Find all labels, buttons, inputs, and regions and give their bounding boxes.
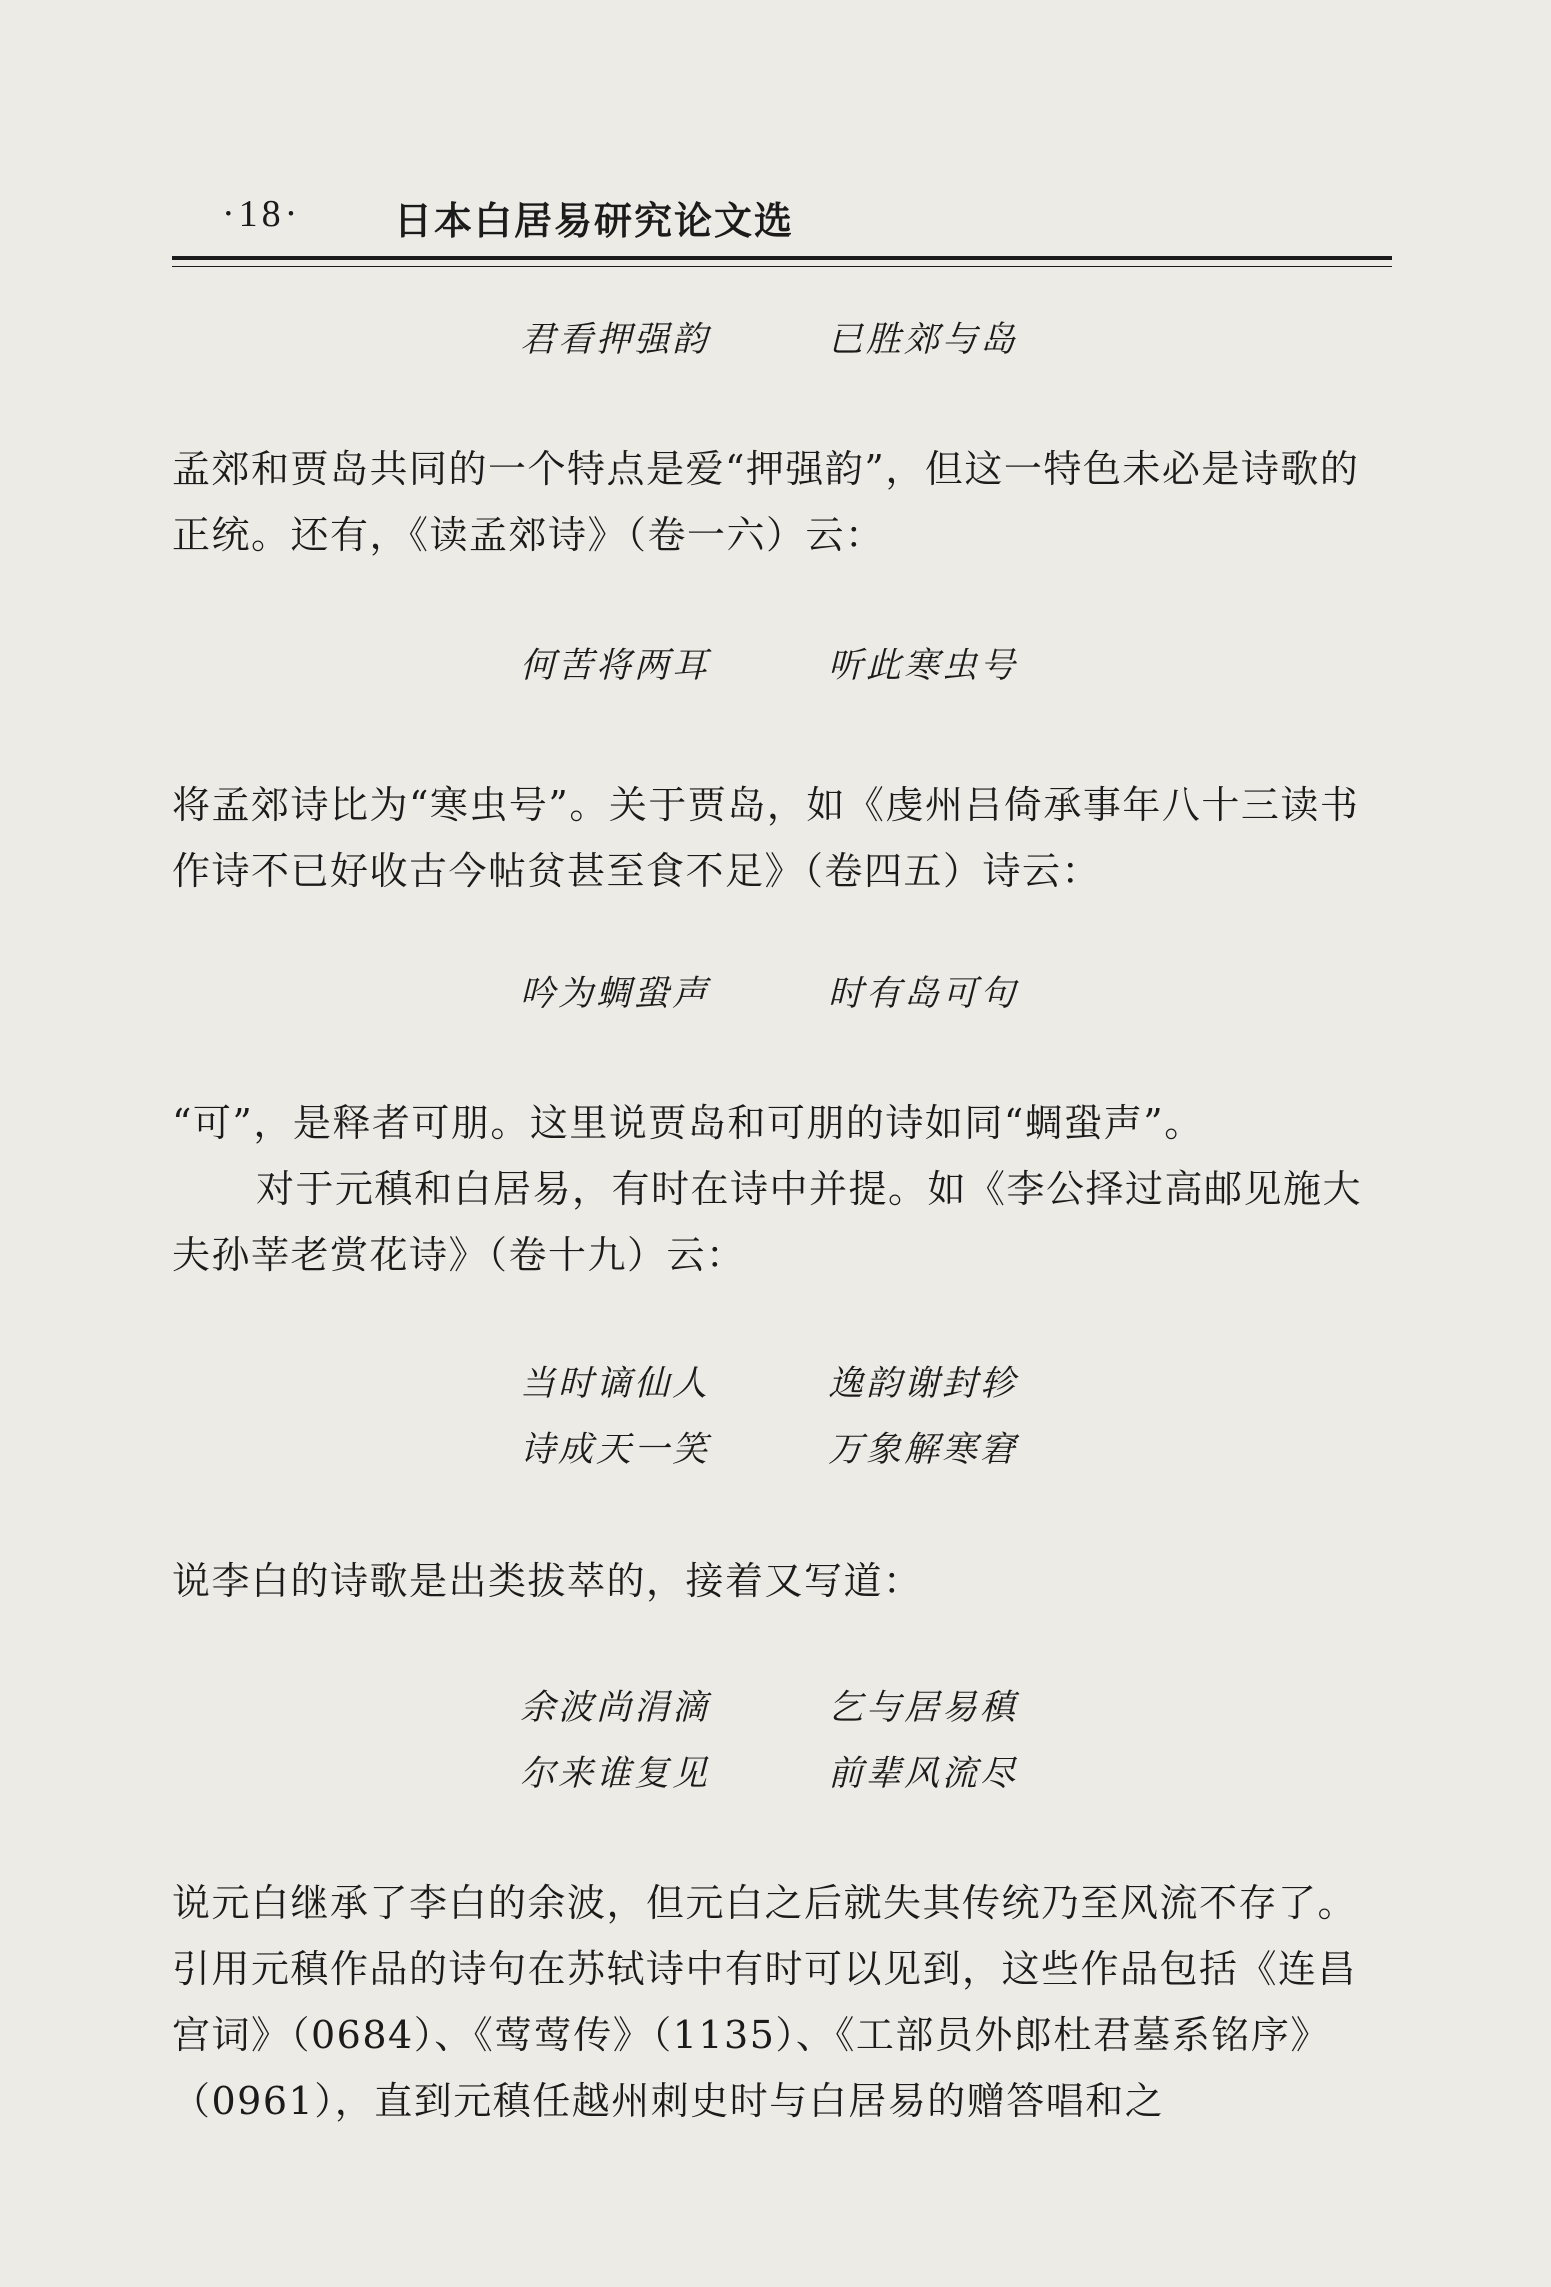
verse-line-3 [520, 966, 1019, 1016]
paragraph-6: 说元白继承了李白的余波，但元白之后就失其传统乃至风流不存了。引用元稹作品的诗句在苏轼诗中有时可以见到，这些作品包括《连昌宫词》（0684）、《莺莺传》（1135）、《工部员外郎杜君墓系铭序》（0961），直到元稹任越州刺史时与白居易的赠答唱和之 [172, 1881, 1358, 2123]
paragraph-2: 将孟郊诗比为“寒虫号”。关于贾岛，如《虔州吕倚承事年八十三读书作诗不已好收古今帖贫甚至食不足》（卷四五）诗云： [172, 783, 1360, 893]
verse-line-4 [520, 1356, 1019, 1406]
running-header [172, 188, 1392, 258]
verse-line-5-first: 诗成天一笑 [520, 1430, 711, 1470]
verse-line-4-second: 逸韵谢封轸 [828, 1364, 1019, 1404]
verse-line-6 [520, 1680, 1019, 1730]
verse-line-6-second: 乞与居易稹 [828, 1688, 1019, 1728]
paragraph-5: 说李白的诗歌是出类拔萃的，接着又写道： [172, 1559, 923, 1603]
verse-line-6-first: 余波尚涓滴 [520, 1688, 711, 1728]
header-rule-thick [172, 256, 1392, 260]
verse-line-2-second: 听此寒虫号 [828, 646, 1019, 686]
verse-line-2 [520, 638, 1019, 688]
verse-line-4-first: 当时谪仙人 [520, 1364, 711, 1404]
verse-line-5-second: 万象解寒窘 [828, 1430, 1019, 1470]
verse-line-1-second: 已胜郊与岛 [828, 320, 1019, 360]
verse-line-3-second: 时有岛可句 [828, 974, 1019, 1014]
verse-line-7-second: 前辈风流尽 [828, 1754, 1019, 1794]
page-number: ·18· [222, 193, 302, 235]
verse-line-1 [520, 312, 1019, 362]
header-rule-thin [172, 266, 1392, 267]
verse-line-3-first: 吟为蜩蛩声 [520, 974, 711, 1014]
paragraph-1: 孟郊和贾岛共同的一个特点是爱“押强韵”，但这一特色未必是诗歌的正统。还有，《读孟郊诗》（卷一六）云： [172, 447, 1360, 557]
verse-line-2-first: 何苦将两耳 [520, 646, 711, 686]
paragraph-3: “可”，是释者可朋。这里说贾岛和可朋的诗如同“蜩蛩声”。 [172, 1101, 1204, 1145]
verse-line-7 [520, 1746, 1019, 1796]
verse-line-7-first: 尔来谁复见 [520, 1754, 711, 1794]
verse-line-5 [520, 1422, 1019, 1472]
verse-line-1-first: 君看押强韵 [520, 320, 711, 360]
paragraph-4: 对于元稹和白居易，有时在诗中并提。如《李公择过高邮见施大夫孙莘老赏花诗》（卷十九）云： [172, 1167, 1363, 1277]
book-title: 日本白居易研究论文选 [394, 199, 795, 243]
